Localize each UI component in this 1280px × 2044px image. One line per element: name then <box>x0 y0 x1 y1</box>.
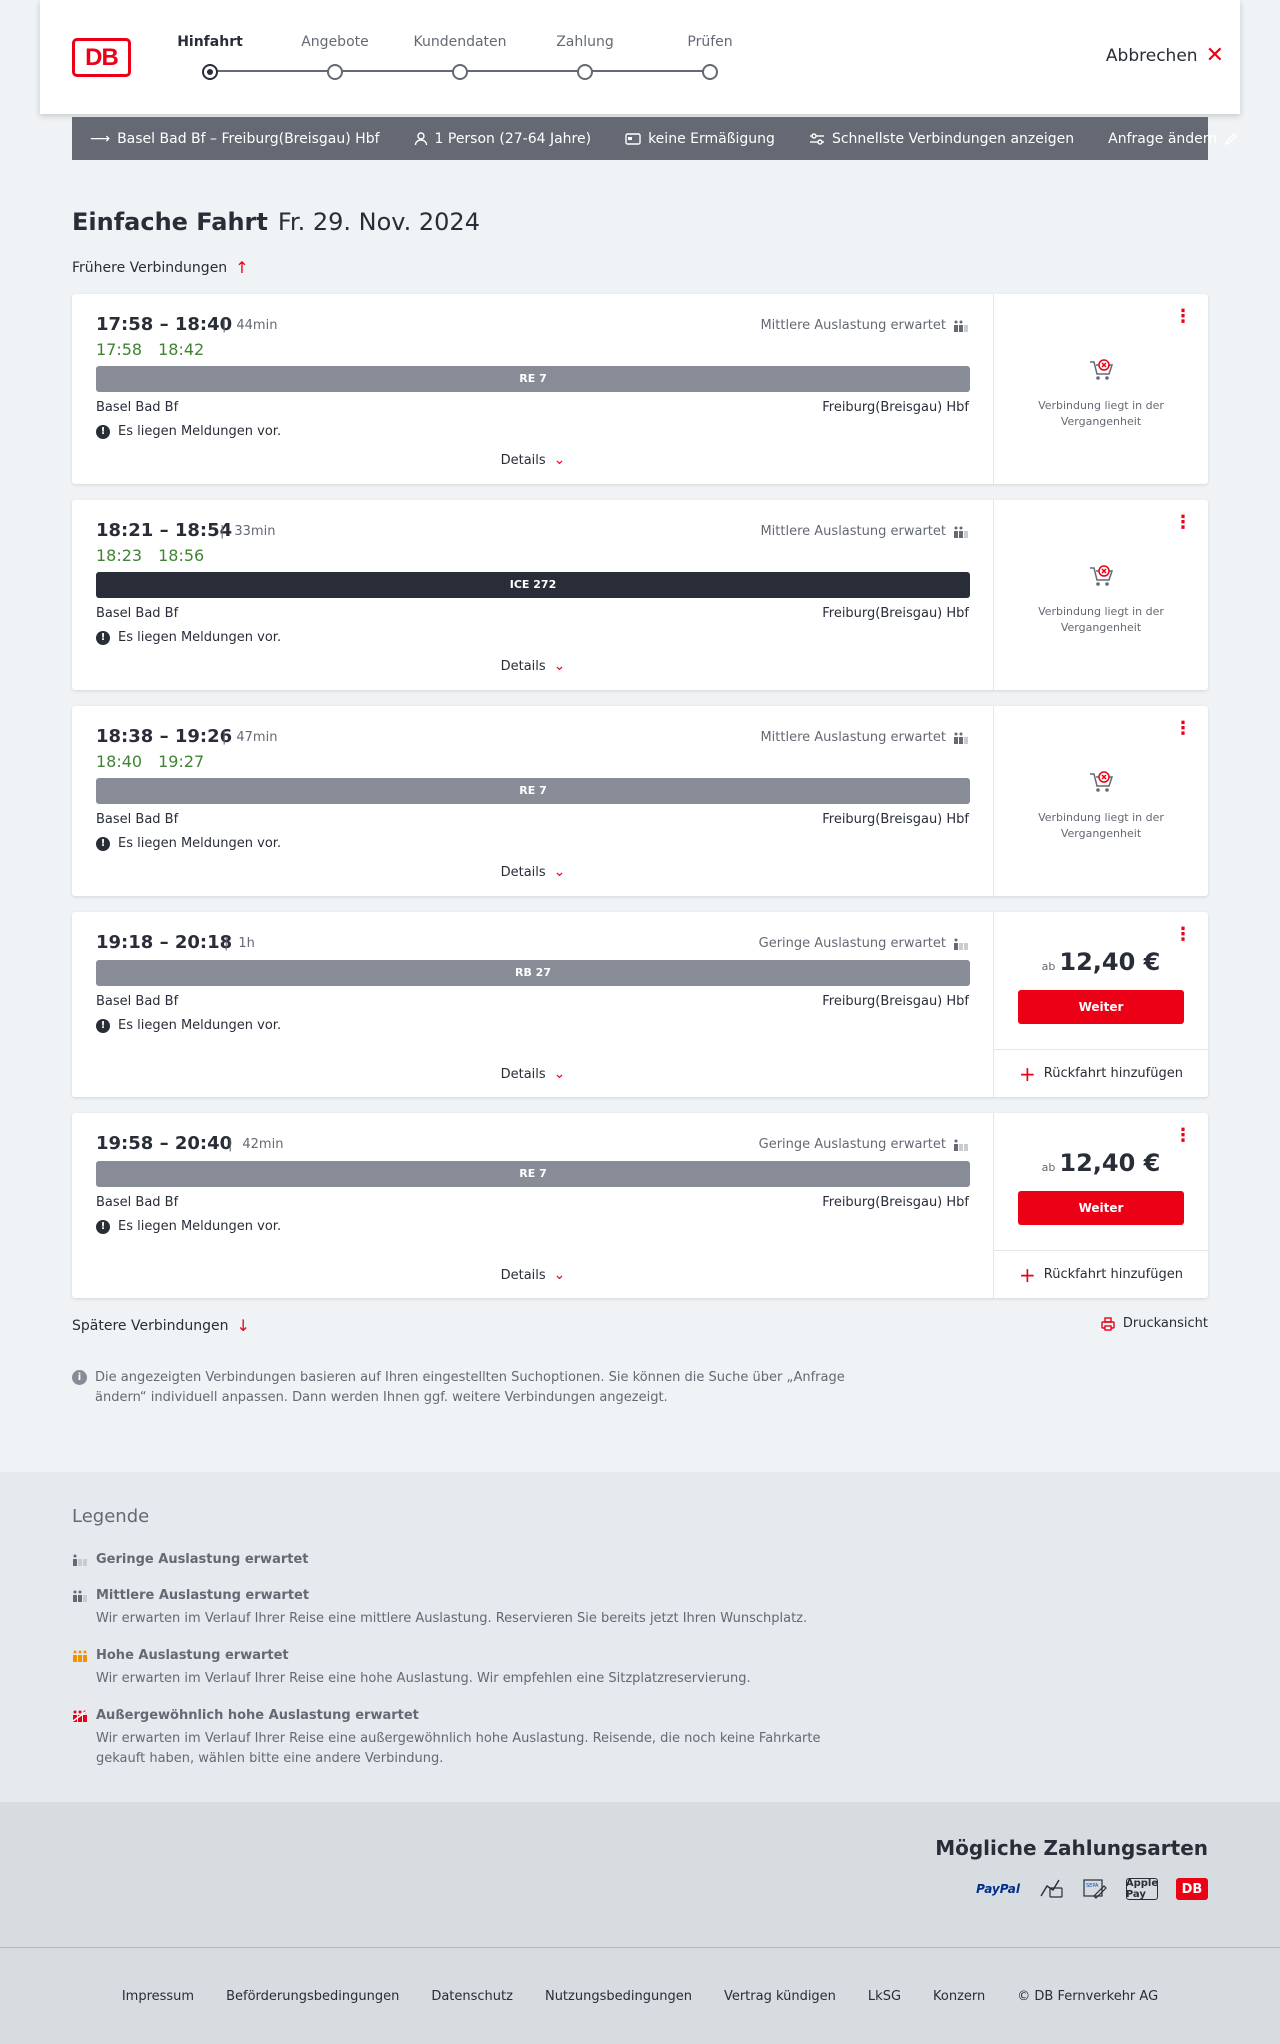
connection-times: 18:38 – 19:26 <box>96 726 233 747</box>
cart-unavailable-icon <box>1087 768 1115 796</box>
price: ab 12,40 € <box>1041 1149 1161 1177</box>
connection-times: 19:18 – 20:18 <box>96 932 233 953</box>
departure-station: Basel Bad Bf <box>96 1195 179 1210</box>
apple-pay-icon: Apple Pay <box>1125 1878 1159 1900</box>
route-arrow-icon: ⟶ <box>90 130 111 147</box>
step-dot <box>702 64 718 80</box>
add-return-button[interactable]: + Rückfahrt hinzufügen <box>994 1250 1208 1298</box>
details-toggle[interactable]: Details ⌄ <box>500 658 566 674</box>
messages-notice: ! Es liegen Meldungen vor. <box>96 1018 281 1033</box>
more-options-icon[interactable]: ⋮ <box>1174 718 1192 739</box>
option-summary: Schnellste Verbindungen anzeigen <box>809 131 1074 147</box>
plus-icon: + <box>1019 1061 1036 1086</box>
arrival-station: Freiburg(Breisgau) Hbf <box>822 1195 969 1210</box>
footer-copyright: © DB Fernverkehr AG <box>1017 1988 1159 2004</box>
connection-side <box>994 706 1208 896</box>
connection-card <box>72 706 1208 896</box>
exclamation-icon: ! <box>96 1220 110 1234</box>
load-indicator: Geringe Auslastung erwartet <box>759 936 969 951</box>
page-title: Einfache Fahrt Fr. 29. Nov. 2024 <box>72 208 480 236</box>
connection-side <box>994 500 1208 690</box>
connection-side <box>994 294 1208 484</box>
arrival-station: Freiburg(Breisgau) Hbf <box>822 400 969 415</box>
connection-main <box>72 1113 994 1298</box>
arrival-station: Freiburg(Breisgau) Hbf <box>822 606 969 621</box>
details-toggle[interactable]: Details ⌄ <box>500 1267 566 1283</box>
legend-item: Mittlere Auslastung erwartet Wir erwarten im Verlauf Ihrer Reise eine mittlere Auslastung. Reservieren Sie bereits jetzt Ihren Wunschplatz. <box>72 1588 856 1629</box>
search-info-note: i Die angezeigten Verbindungen basieren auf Ihren eingestellten Suchoptionen. Sie können die Suche über „Anfrage ändern“ individuell anpassen. Dann werden Ihnen ggf. weitere Verbindungen angezeigt. <box>72 1368 852 1408</box>
cart-unavailable-icon <box>1087 562 1115 590</box>
continue-button[interactable]: Weiter <box>1018 1191 1184 1225</box>
messages-notice: ! Es liegen Meldungen vor. <box>96 630 281 645</box>
chevron-down-icon: ⌄ <box>553 1267 566 1283</box>
plus-icon: + <box>1019 1262 1036 1287</box>
step-angebote[interactable]: Angebote <box>285 34 385 80</box>
connection-main <box>72 500 994 690</box>
high-load-icon <box>72 1650 88 1662</box>
legend-item: Geringe Auslastung erwartet <box>72 1552 309 1567</box>
step-zahlung[interactable]: Zahlung <box>535 34 635 80</box>
payment-title: Mögliche Zahlungsarten <box>935 1836 1208 1860</box>
info-icon: i <box>72 1370 87 1385</box>
more-options-icon[interactable]: ⋮ <box>1174 924 1192 945</box>
connection-times: 17:58 – 18:40 <box>96 314 233 335</box>
load-indicator: Mittlere Auslastung erwartet <box>760 730 969 745</box>
exclamation-icon: ! <box>96 1019 110 1033</box>
exclamation-icon: ! <box>96 631 110 645</box>
later-connections-link[interactable]: Spätere Verbindungen ↓ <box>72 1316 250 1335</box>
live-times: 18:23 18:56 <box>96 546 205 565</box>
cancel-button[interactable]: Abbrechen ✕ <box>1105 43 1224 68</box>
departure-station: Basel Bad Bf <box>96 994 179 1009</box>
legend-section <box>0 1472 1280 1802</box>
medium-load-icon <box>72 1590 88 1602</box>
step-hinfahrt[interactable]: Hinfahrt <box>160 34 260 80</box>
more-options-icon[interactable]: ⋮ <box>1174 512 1192 533</box>
discount-summary: keine Ermäßigung <box>625 131 775 147</box>
change-request-button[interactable]: Anfrage ändern <box>1108 131 1238 147</box>
connection-card <box>72 912 1208 1097</box>
chevron-down-icon: ⌄ <box>553 1066 566 1082</box>
footer-link-impressum[interactable]: Impressum <box>121 1988 195 2004</box>
connection-duration: | 33min <box>220 524 275 539</box>
card-icon <box>625 133 641 145</box>
load-indicator: Geringe Auslastung erwartet <box>759 1137 969 1152</box>
connection-main <box>72 706 994 896</box>
progress-steps <box>177 34 770 84</box>
messages-notice: ! Es liegen Meldungen vor. <box>96 836 281 851</box>
payment-methods <box>976 1878 1208 1900</box>
sepa-icon <box>1082 1878 1108 1900</box>
paypal-icon: PayPal <box>976 1882 1020 1896</box>
exclamation-icon: ! <box>96 837 110 851</box>
train-bar[interactable]: RE 7 <box>96 366 970 392</box>
connection-main <box>72 294 994 484</box>
step-dot <box>327 64 343 80</box>
earlier-connections-link[interactable]: Frühere Verbindungen ↑ <box>72 258 249 277</box>
more-options-icon[interactable]: ⋮ <box>1174 1125 1192 1146</box>
connection-duration: | 1h <box>224 936 255 951</box>
connection-side <box>994 912 1208 1097</box>
price: ab 12,40 € <box>1041 948 1161 976</box>
medium-load-icon <box>953 732 969 744</box>
step-dot <box>202 64 218 80</box>
low-load-icon <box>72 1554 88 1566</box>
cart-unavailable-icon <box>1087 356 1115 384</box>
step-pruefen[interactable]: Prüfen <box>660 34 760 80</box>
step-dot <box>452 64 468 80</box>
medium-load-icon <box>953 320 969 332</box>
load-indicator: Mittlere Auslastung erwartet <box>760 318 969 333</box>
continue-button[interactable]: Weiter <box>1018 990 1184 1024</box>
printer-icon <box>1101 1317 1115 1331</box>
step-kundendaten[interactable]: Kundendaten <box>410 34 510 80</box>
credit-card-icon <box>1038 1878 1064 1900</box>
departure-station: Basel Bad Bf <box>96 606 179 621</box>
connection-times: 19:58 – 20:40 <box>96 1133 233 1154</box>
load-indicator: Mittlere Auslastung erwartet <box>760 524 969 539</box>
arrow-down-icon: ↓ <box>236 1316 250 1335</box>
details-toggle[interactable]: Details ⌄ <box>500 864 566 880</box>
medium-load-icon <box>953 526 969 538</box>
connection-duration: | 47min <box>222 730 277 745</box>
departure-station: Basel Bad Bf <box>96 812 179 827</box>
footer-link-datenschutz[interactable]: Datenschutz <box>431 1988 513 2004</box>
pencil-icon <box>1224 132 1238 146</box>
connection-duration: | 42min <box>228 1137 283 1152</box>
footer-link-nutzungsbedingungen[interactable]: Nutzungsbedingungen <box>544 1988 692 2004</box>
chevron-down-icon: ⌄ <box>553 864 566 880</box>
low-load-icon <box>953 1139 969 1151</box>
footer-link-konzern[interactable]: Konzern <box>933 1988 986 2004</box>
low-load-icon <box>953 938 969 950</box>
train-bar[interactable]: ICE 272 <box>96 572 970 598</box>
booking-header <box>40 0 1240 114</box>
footer-link-befoerderungsbedingungen[interactable]: Beförderungsbedingungen <box>226 1988 400 2004</box>
arrival-station: Freiburg(Breisgau) Hbf <box>822 994 969 1009</box>
search-summary-bar <box>72 117 1218 160</box>
print-view-link[interactable]: Druckansicht <box>1101 1316 1208 1331</box>
connection-times: 18:21 – 18:54 <box>96 520 233 541</box>
past-connection-text: Verbindung liegt in der Vergangenheit <box>1038 605 1164 634</box>
chevron-down-icon: ⌄ <box>553 452 566 468</box>
payment-section <box>0 1802 1280 1948</box>
step-dot <box>577 64 593 80</box>
messages-notice: ! Es liegen Meldungen vor. <box>96 424 281 439</box>
past-connection-text: Verbindung liegt in der Vergangenheit <box>1038 399 1164 428</box>
person-icon <box>414 132 428 146</box>
db-card-icon: DB <box>1176 1878 1208 1900</box>
very-high-load-icon <box>72 1710 88 1722</box>
connection-card <box>72 500 1208 690</box>
arrow-up-icon: ↑ <box>235 258 249 277</box>
sliders-icon <box>809 133 825 145</box>
footer-link-lksg[interactable]: LkSG <box>867 1988 902 2004</box>
past-connection-text: Verbindung liegt in der Vergangenheit <box>1038 811 1164 840</box>
route-summary: ⟶ Basel Bad Bf – Freiburg(Breisgau) Hbf <box>90 130 380 147</box>
more-options-icon[interactable]: ⋮ <box>1174 306 1192 327</box>
train-bar[interactable]: RE 7 <box>96 1161 970 1187</box>
connection-card <box>72 294 1208 484</box>
details-toggle[interactable]: Details ⌄ <box>500 452 566 468</box>
footer <box>0 1948 1280 2044</box>
exclamation-icon: ! <box>96 425 110 439</box>
messages-notice: ! Es liegen Meldungen vor. <box>96 1219 281 1234</box>
arrival-station: Freiburg(Breisgau) Hbf <box>822 812 969 827</box>
legend-title: Legende <box>72 1506 150 1527</box>
connection-main <box>72 912 994 1097</box>
close-icon: ✕ <box>1205 43 1224 68</box>
train-bar[interactable]: RE 7 <box>96 778 970 804</box>
live-times: 17:58 18:42 <box>96 340 205 359</box>
live-times: 18:40 19:27 <box>96 752 205 771</box>
connection-side <box>994 1113 1208 1298</box>
chevron-down-icon: ⌄ <box>553 658 566 674</box>
legend-item: Hohe Auslastung erwartet Wir erwarten im Verlauf Ihrer Reise eine hohe Auslastung. Wir empfehlen eine Sitzplatzreservierung. <box>72 1648 856 1689</box>
db-logo[interactable]: DB <box>72 38 131 77</box>
connection-duration: | 44min <box>222 318 277 333</box>
connection-card <box>72 1113 1208 1298</box>
departure-station: Basel Bad Bf <box>96 400 179 415</box>
passenger-summary: 1 Person (27-64 Jahre) <box>414 131 592 147</box>
legend-item: Außergewöhnlich hohe Auslastung erwartet Wir erwarten im Verlauf Ihrer Reise eine außergewöhnlich hohe Auslastung. Reisende, die noch keine Fahrkarte gekauft haben, wählen bitte eine andere Verbindung. <box>72 1708 856 1769</box>
add-return-button[interactable]: + Rückfahrt hinzufügen <box>994 1049 1208 1097</box>
svg-text:SEPA: SEPA <box>1086 1883 1099 1889</box>
details-toggle[interactable]: Details ⌄ <box>500 1066 566 1082</box>
train-bar[interactable]: RB 27 <box>96 960 970 986</box>
footer-link-vertrag-kuendigen[interactable]: Vertrag kündigen <box>723 1988 836 2004</box>
